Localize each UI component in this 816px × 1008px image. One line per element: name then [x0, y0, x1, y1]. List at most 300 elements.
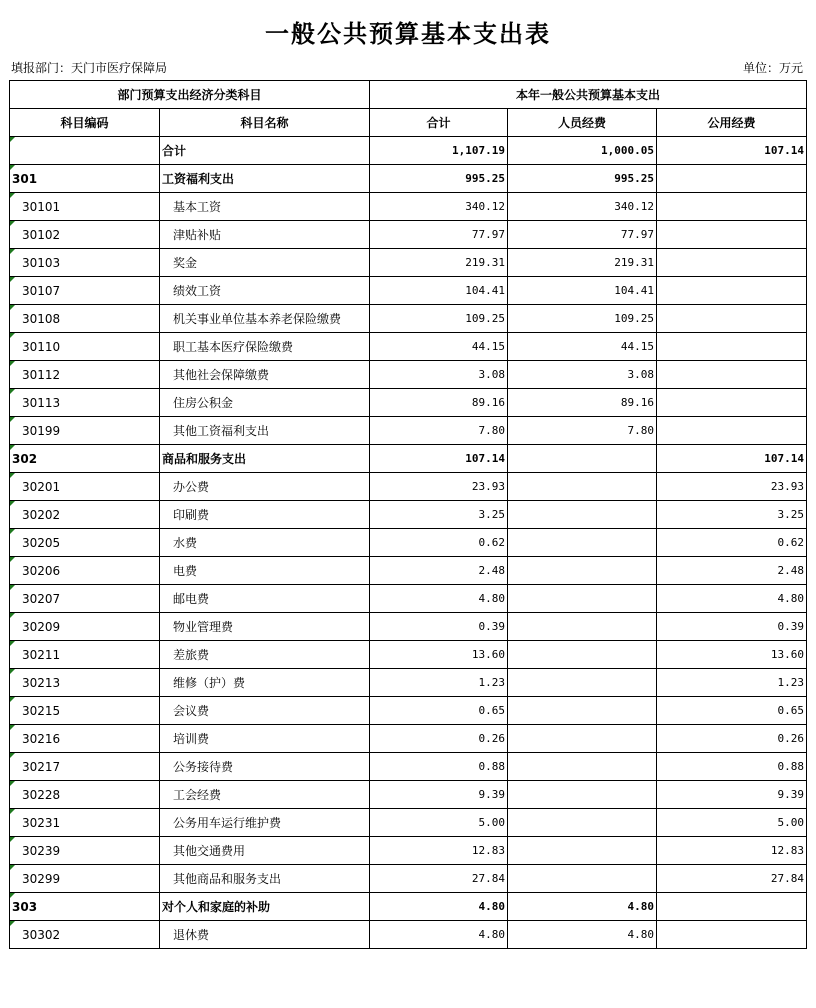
table-row	[10, 445, 807, 473]
cell-name-text: 电费	[173, 564, 198, 578]
cell-marker-icon	[10, 613, 15, 618]
cell-name	[160, 865, 370, 893]
cell-personnel-text: 89.16	[620, 396, 655, 409]
cell-total-text: 9.39	[478, 788, 506, 801]
cell-name	[160, 725, 370, 753]
cell-public	[657, 641, 807, 669]
cell-marker-icon	[10, 305, 15, 310]
table-row	[10, 249, 807, 277]
cell-total	[370, 389, 508, 417]
cell-code-text: 30207	[22, 591, 61, 606]
cell-total	[370, 277, 508, 305]
cell-name-text: 物业管理费	[173, 620, 234, 634]
cell-name-text: 会议费	[173, 704, 210, 718]
header-column-row	[10, 109, 807, 137]
cell-code-text: 30202	[22, 507, 61, 522]
table-row	[10, 921, 807, 949]
cell-total-text: 7.80	[478, 424, 506, 437]
cell-public-text: 2.48	[777, 564, 805, 577]
cell-public-text: 23.93	[770, 480, 805, 493]
cell-personnel-text: 995.25	[614, 172, 655, 185]
cell-total	[370, 529, 508, 557]
cell-marker-icon	[10, 557, 15, 562]
cell-total-text: 340.12	[465, 200, 506, 213]
table-row	[10, 501, 807, 529]
cell-public	[657, 529, 807, 557]
cell-public	[657, 305, 807, 333]
cell-marker-icon	[10, 781, 15, 786]
cell-public-text: 0.65	[777, 704, 805, 717]
cell-name-text: 维修（护）费	[173, 676, 246, 690]
col-header-name: 科目名称	[160, 109, 370, 137]
cell-name	[160, 809, 370, 837]
cell-code-text: 30239	[22, 843, 61, 858]
cell-name	[160, 165, 370, 193]
cell-name	[160, 361, 370, 389]
cell-code-text: 30113	[22, 395, 61, 410]
cell-code	[10, 753, 160, 781]
cell-code	[10, 445, 160, 473]
cell-total-text: 27.84	[471, 872, 506, 885]
cell-public	[657, 585, 807, 613]
cell-code	[10, 221, 160, 249]
cell-total	[370, 249, 508, 277]
cell-personnel-text: 109.25	[614, 312, 655, 325]
table-row	[10, 837, 807, 865]
cell-personnel	[508, 249, 657, 277]
cell-name-text: 商品和服务支出	[162, 452, 247, 466]
cell-total-text: 104.41	[465, 284, 506, 297]
cell-total-text: 13.60	[471, 648, 506, 661]
cell-total	[370, 613, 508, 641]
cell-total	[370, 893, 508, 921]
cell-public	[657, 277, 807, 305]
cell-public-text: 0.88	[777, 760, 805, 773]
cell-public-text: 4.80	[777, 592, 805, 605]
cell-marker-icon	[10, 837, 15, 842]
cell-name-text: 对个人和家庭的补助	[162, 900, 271, 914]
cell-public	[657, 669, 807, 697]
cell-total-text: 89.16	[471, 396, 506, 409]
cell-personnel	[508, 305, 657, 333]
cell-code	[10, 669, 160, 697]
cell-code	[10, 249, 160, 277]
cell-name	[160, 781, 370, 809]
cell-public	[657, 501, 807, 529]
cell-public-text: 12.83	[770, 844, 805, 857]
cell-code-text: 30215	[22, 703, 61, 718]
cell-code-text: 303	[12, 899, 38, 914]
cell-personnel	[508, 361, 657, 389]
cell-public	[657, 781, 807, 809]
cell-code-text: 30199	[22, 423, 61, 438]
col-header-public: 公用经费	[657, 109, 807, 137]
cell-name	[160, 333, 370, 361]
cell-personnel-text: 4.80	[627, 928, 655, 941]
cell-public-text: 107.14	[764, 144, 805, 157]
cell-total	[370, 921, 508, 949]
cell-total-text: 44.15	[471, 340, 506, 353]
cell-code	[10, 557, 160, 585]
cell-total-text: 219.31	[465, 256, 506, 269]
cell-public	[657, 921, 807, 949]
cell-public-text: 1.23	[777, 676, 805, 689]
cell-name-text: 工会经费	[173, 788, 222, 802]
cell-code	[10, 697, 160, 725]
cell-name-text: 培训费	[173, 732, 210, 746]
cell-total-text: 1.23	[478, 676, 506, 689]
cell-name-text: 机关事业单位基本养老保险缴费	[173, 312, 342, 326]
table-row	[10, 893, 807, 921]
cell-total	[370, 753, 508, 781]
cell-name	[160, 305, 370, 333]
cell-personnel-text: 1,000.05	[601, 144, 655, 157]
cell-name-text: 邮电费	[173, 592, 210, 606]
table-row	[10, 781, 807, 809]
cell-code	[10, 137, 160, 165]
cell-personnel	[508, 753, 657, 781]
cell-code-text: 30101	[22, 199, 61, 214]
cell-name-text: 其他工资福利支出	[173, 424, 270, 438]
table-row	[10, 165, 807, 193]
table-row	[10, 809, 807, 837]
cell-code	[10, 389, 160, 417]
budget-table	[9, 80, 807, 949]
header-group-left: 部门预算支出经济分类科目	[10, 81, 370, 109]
cell-personnel	[508, 697, 657, 725]
table-row	[10, 753, 807, 781]
cell-personnel	[508, 613, 657, 641]
cell-code-text: 30201	[22, 479, 61, 494]
cell-code	[10, 501, 160, 529]
cell-marker-icon	[10, 137, 15, 142]
cell-code	[10, 585, 160, 613]
cell-name	[160, 193, 370, 221]
header-group-row	[10, 81, 807, 109]
cell-public-text: 5.00	[777, 816, 805, 829]
cell-name-text: 住房公积金	[173, 396, 234, 410]
cell-name	[160, 137, 370, 165]
cell-public	[657, 137, 807, 165]
cell-personnel-text: 3.08	[627, 368, 655, 381]
cell-total-text: 107.14	[465, 452, 506, 465]
cell-total-text: 1,107.19	[452, 144, 506, 157]
cell-name	[160, 585, 370, 613]
cell-total-text: 3.08	[478, 368, 506, 381]
cell-personnel	[508, 557, 657, 585]
cell-name	[160, 445, 370, 473]
cell-name	[160, 417, 370, 445]
cell-name	[160, 753, 370, 781]
cell-total	[370, 165, 508, 193]
cell-public	[657, 361, 807, 389]
cell-name-text: 其他社会保障缴费	[173, 368, 270, 382]
cell-public-text: 3.25	[777, 508, 805, 521]
cell-total-text: 0.39	[478, 620, 506, 633]
cell-code-text: 30206	[22, 563, 61, 578]
cell-public	[657, 445, 807, 473]
cell-personnel	[508, 641, 657, 669]
table-row	[10, 865, 807, 893]
cell-personnel	[508, 445, 657, 473]
cell-name-text: 其他商品和服务支出	[173, 872, 282, 886]
cell-total	[370, 641, 508, 669]
cell-public	[657, 837, 807, 865]
cell-total-text: 12.83	[471, 844, 506, 857]
cell-personnel	[508, 277, 657, 305]
table-row	[10, 473, 807, 501]
cell-code	[10, 725, 160, 753]
cell-marker-icon	[10, 445, 15, 450]
cell-code-text: 30217	[22, 759, 61, 774]
page-title: 一般公共预算基本支出表	[265, 19, 551, 48]
cell-marker-icon	[10, 389, 15, 394]
cell-code	[10, 193, 160, 221]
cell-public	[657, 753, 807, 781]
cell-name	[160, 501, 370, 529]
cell-total	[370, 501, 508, 529]
cell-public	[657, 613, 807, 641]
cell-total-text: 0.26	[478, 732, 506, 745]
cell-personnel	[508, 333, 657, 361]
cell-marker-icon	[10, 865, 15, 870]
cell-name	[160, 921, 370, 949]
cell-code-text: 30228	[22, 787, 61, 802]
cell-code	[10, 893, 160, 921]
cell-public-text: 107.14	[764, 452, 805, 465]
cell-code	[10, 417, 160, 445]
col-header-personnel: 人员经费	[508, 109, 657, 137]
cell-code-text: 30299	[22, 871, 61, 886]
cell-public	[657, 193, 807, 221]
cell-personnel-text: 7.80	[627, 424, 655, 437]
cell-code-text: 30110	[22, 339, 61, 354]
cell-name-text: 奖金	[173, 256, 198, 270]
cell-total	[370, 333, 508, 361]
cell-marker-icon	[10, 893, 15, 898]
table-row	[10, 305, 807, 333]
table-row	[10, 697, 807, 725]
cell-marker-icon	[10, 725, 15, 730]
cell-name	[160, 249, 370, 277]
cell-marker-icon	[10, 249, 15, 254]
cell-marker-icon	[10, 641, 15, 646]
cell-marker-icon	[10, 193, 15, 198]
cell-code-text: 30209	[22, 619, 61, 634]
cell-total	[370, 557, 508, 585]
cell-code	[10, 361, 160, 389]
cell-personnel-text: 340.12	[614, 200, 655, 213]
cell-name-text: 印刷费	[173, 508, 210, 522]
cell-name	[160, 837, 370, 865]
cell-name	[160, 669, 370, 697]
table-row	[10, 557, 807, 585]
cell-code	[10, 473, 160, 501]
cell-code	[10, 529, 160, 557]
cell-public	[657, 557, 807, 585]
cell-marker-icon	[10, 501, 15, 506]
cell-code	[10, 809, 160, 837]
cell-code-text: 301	[12, 171, 38, 186]
cell-personnel-text: 104.41	[614, 284, 655, 297]
cell-marker-icon	[10, 361, 15, 366]
cell-public	[657, 725, 807, 753]
cell-name-text: 工资福利支出	[162, 172, 235, 186]
cell-marker-icon	[10, 165, 15, 170]
cell-public	[657, 417, 807, 445]
table-row	[10, 221, 807, 249]
cell-personnel	[508, 725, 657, 753]
cell-personnel	[508, 781, 657, 809]
cell-public-text: 9.39	[777, 788, 805, 801]
cell-personnel	[508, 417, 657, 445]
cell-personnel-text: 44.15	[620, 340, 655, 353]
table-row	[10, 529, 807, 557]
cell-code-text: 30216	[22, 731, 61, 746]
cell-name-text: 绩效工资	[173, 284, 222, 298]
cell-name-text: 差旅费	[173, 648, 210, 662]
cell-total-text: 0.62	[478, 536, 506, 549]
cell-total	[370, 473, 508, 501]
cell-marker-icon	[10, 809, 15, 814]
cell-public	[657, 473, 807, 501]
cell-name-text: 办公费	[173, 480, 210, 494]
cell-code-text: 30211	[22, 647, 61, 662]
cell-total-text: 4.80	[478, 900, 506, 913]
cell-public	[657, 165, 807, 193]
cell-name	[160, 613, 370, 641]
cell-total-text: 77.97	[471, 228, 506, 241]
cell-total	[370, 305, 508, 333]
cell-name	[160, 697, 370, 725]
cell-total	[370, 221, 508, 249]
cell-personnel	[508, 473, 657, 501]
cell-personnel	[508, 669, 657, 697]
cell-personnel	[508, 165, 657, 193]
cell-total-text: 4.80	[478, 592, 506, 605]
cell-public	[657, 893, 807, 921]
cell-total-text: 995.25	[465, 172, 506, 185]
cell-code	[10, 781, 160, 809]
table-body	[10, 137, 807, 949]
cell-total	[370, 809, 508, 837]
cell-marker-icon	[10, 753, 15, 758]
cell-name-text: 公务接待费	[173, 760, 234, 774]
table-row	[10, 417, 807, 445]
cell-code-text: 30112	[22, 367, 61, 382]
cell-code-text: 30103	[22, 255, 61, 270]
cell-code	[10, 837, 160, 865]
cell-name	[160, 529, 370, 557]
cell-code	[10, 865, 160, 893]
cell-code-text: 30205	[22, 535, 61, 550]
cell-public	[657, 865, 807, 893]
cell-total-text: 5.00	[478, 816, 506, 829]
col-header-total: 合计	[370, 109, 508, 137]
cell-total-text: 3.25	[478, 508, 506, 521]
cell-total-text: 2.48	[478, 564, 506, 577]
cell-code	[10, 333, 160, 361]
cell-name-text: 合计	[162, 144, 187, 158]
cell-total	[370, 781, 508, 809]
cell-marker-icon	[10, 921, 15, 926]
cell-marker-icon	[10, 277, 15, 282]
table-row	[10, 333, 807, 361]
header-group-right: 本年一般公共预算基本支出	[370, 81, 807, 109]
cell-code	[10, 613, 160, 641]
cell-total	[370, 725, 508, 753]
cell-public-text: 0.26	[777, 732, 805, 745]
cell-total-text: 23.93	[471, 480, 506, 493]
cell-public	[657, 809, 807, 837]
cell-name	[160, 641, 370, 669]
cell-marker-icon	[10, 585, 15, 590]
cell-personnel-text: 219.31	[614, 256, 655, 269]
cell-total-text: 0.65	[478, 704, 506, 717]
cell-total	[370, 417, 508, 445]
cell-total-text: 0.88	[478, 760, 506, 773]
cell-code	[10, 165, 160, 193]
cell-public-text: 13.60	[770, 648, 805, 661]
cell-total	[370, 837, 508, 865]
cell-code	[10, 305, 160, 333]
cell-public	[657, 249, 807, 277]
cell-public-text: 0.39	[777, 620, 805, 633]
cell-marker-icon	[10, 333, 15, 338]
cell-public	[657, 333, 807, 361]
cell-code-text: 30213	[22, 675, 61, 690]
unit-label: 单位：万元	[742, 61, 803, 75]
cell-name-text: 基本工资	[173, 200, 222, 214]
cell-code	[10, 641, 160, 669]
cell-name	[160, 473, 370, 501]
cell-public	[657, 697, 807, 725]
cell-total-text: 109.25	[465, 312, 506, 325]
table-row	[10, 277, 807, 305]
cell-name-text: 公务用车运行维护费	[173, 816, 282, 830]
cell-personnel-text: 77.97	[620, 228, 655, 241]
cell-code-text: 30108	[22, 311, 61, 326]
cell-code-text: 30102	[22, 227, 61, 242]
cell-name-text: 津贴补贴	[173, 228, 222, 242]
cell-code-text: 302	[12, 451, 38, 466]
table-row	[10, 361, 807, 389]
cell-public	[657, 221, 807, 249]
table-row	[10, 725, 807, 753]
cell-marker-icon	[10, 417, 15, 422]
cell-personnel	[508, 921, 657, 949]
table-row	[10, 585, 807, 613]
cell-personnel	[508, 865, 657, 893]
cell-code-text: 30231	[22, 815, 61, 830]
cell-code	[10, 921, 160, 949]
cell-total-text: 4.80	[478, 928, 506, 941]
cell-name-text: 职工基本医疗保险缴费	[173, 340, 294, 354]
cell-personnel	[508, 809, 657, 837]
cell-public	[657, 389, 807, 417]
col-header-code: 科目编码	[10, 109, 160, 137]
cell-name-text: 其他交通费用	[173, 844, 246, 858]
cell-marker-icon	[10, 221, 15, 226]
cell-personnel	[508, 221, 657, 249]
cell-name	[160, 221, 370, 249]
cell-personnel	[508, 585, 657, 613]
cell-total	[370, 361, 508, 389]
cell-total	[370, 193, 508, 221]
cell-total	[370, 669, 508, 697]
cell-name	[160, 557, 370, 585]
cell-personnel	[508, 529, 657, 557]
